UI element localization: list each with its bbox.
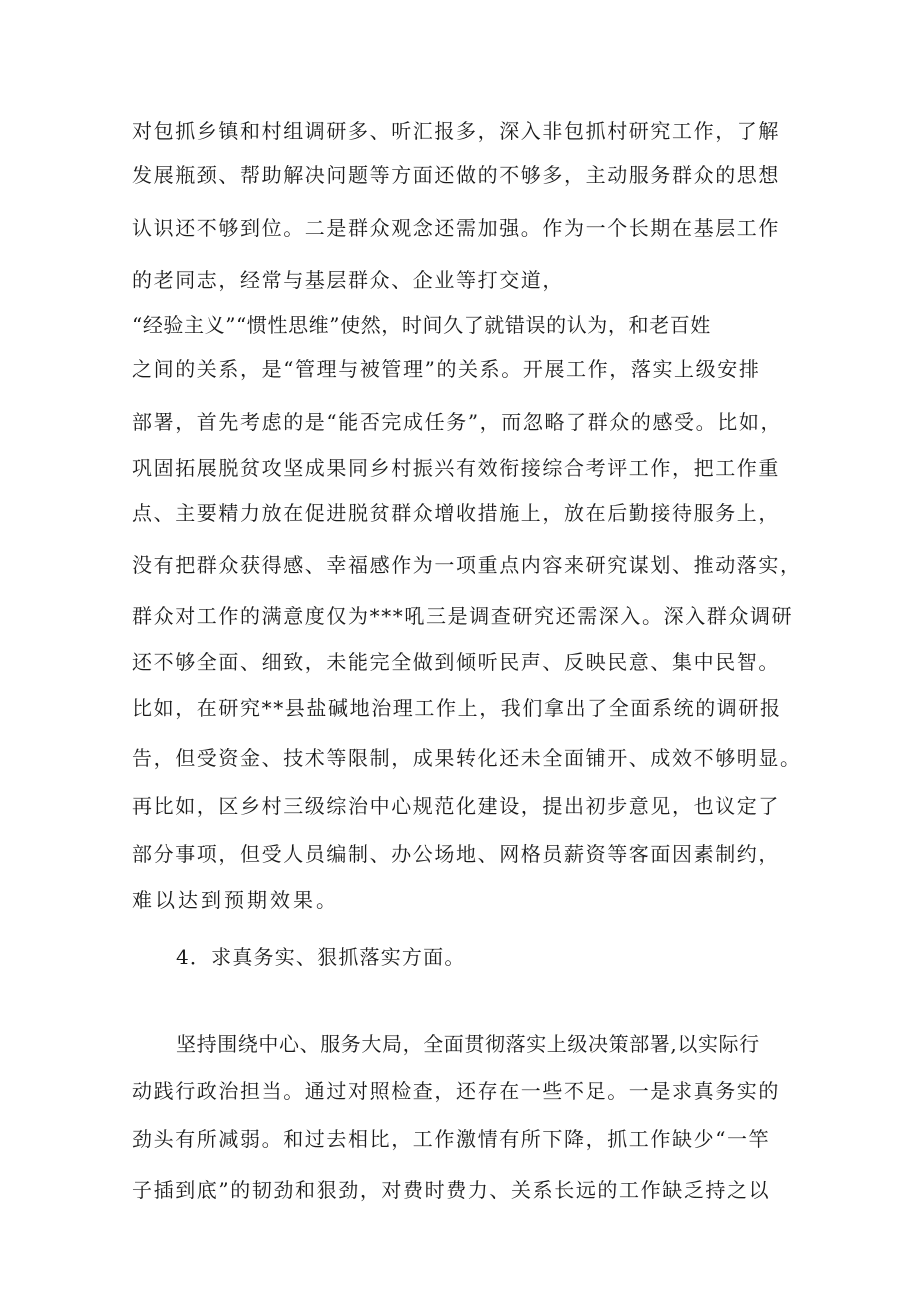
text-line: 点、主要精力放在促进脱贫群众增收措施上，放在后勤接待服务上， (132, 501, 780, 525)
text-line: “经验主义”“惯性思维”使然，时间久了就错误的认为，和老百姓 (132, 313, 711, 337)
text-line: 告，但受资金、技术等限制，成果转化还未全面铺开、成效不够明显。 (132, 746, 802, 770)
text-line: 认识还不够到位。二是群众观念还需加强。作为一个长期在基层工作 (132, 216, 780, 240)
text-line: 再比如，区乡村三级综治中心规范化建设，提出初步意见，也议定了 (132, 794, 780, 818)
text-line: 的老同志，经常与基层群众、企业等打交道， (132, 268, 564, 292)
text-line: 没有把群众获得感、幸福感作为一项重点内容来研究谋划、推动落实， (132, 553, 802, 577)
text-line: 群众对工作的满意度仅为***吼三是调查研究还需深入。深入群众调研 (132, 604, 794, 628)
text-line: 还不够全面、细致，未能完全做到倾听民声、反映民意、集中民智。 (132, 650, 780, 674)
text-line: 坚持围绕中心、服务大局，全面贯彻落实上级决策部署,以实际行 (176, 1032, 760, 1056)
text-line: 发展瓶颈、帮助解决问题等方面还做的不够多，主动服务群众的思想 (132, 163, 780, 187)
text-line: 动践行政治担当。通过对照检查，还存在一些不足。一是求真务实的 (132, 1079, 780, 1103)
section-heading: 4．求真务实、狠抓落实方面。 (176, 945, 466, 969)
text-line: 巩固拓展脱贫攻坚成果同乡村振兴有效衔接综合考评工作，把工作重 (132, 456, 780, 480)
text-line: 子插到底”的韧劲和狠劲，对费时费力、关系长远的工作缺乏持之以 (132, 1178, 771, 1202)
text-line: 之间的关系，是“管理与被管理”的关系。开展工作，落实上级安排 (132, 357, 761, 381)
text-line: 部署，首先考虑的是“能否完成任务”，而忽略了群众的感受。比如， (132, 410, 783, 434)
text-line: 难以达到预期效果。 (132, 888, 339, 912)
text-line: 劲头有所减弱。和过去相比，工作激情有所下降，抓工作缺少“一竿 (132, 1127, 771, 1151)
text-line: 比如，在研究**县盐碱地治理工作上，我们拿出了全面系统的调研报 (132, 696, 782, 720)
text-line: 对包抓乡镇和村组调研多、听汇报多，深入非包抓村研究工作，了解 (132, 119, 780, 143)
text-line: 部分事项，但受人员编制、办公场地、网格员薪资等客面因素制约， (132, 842, 780, 866)
